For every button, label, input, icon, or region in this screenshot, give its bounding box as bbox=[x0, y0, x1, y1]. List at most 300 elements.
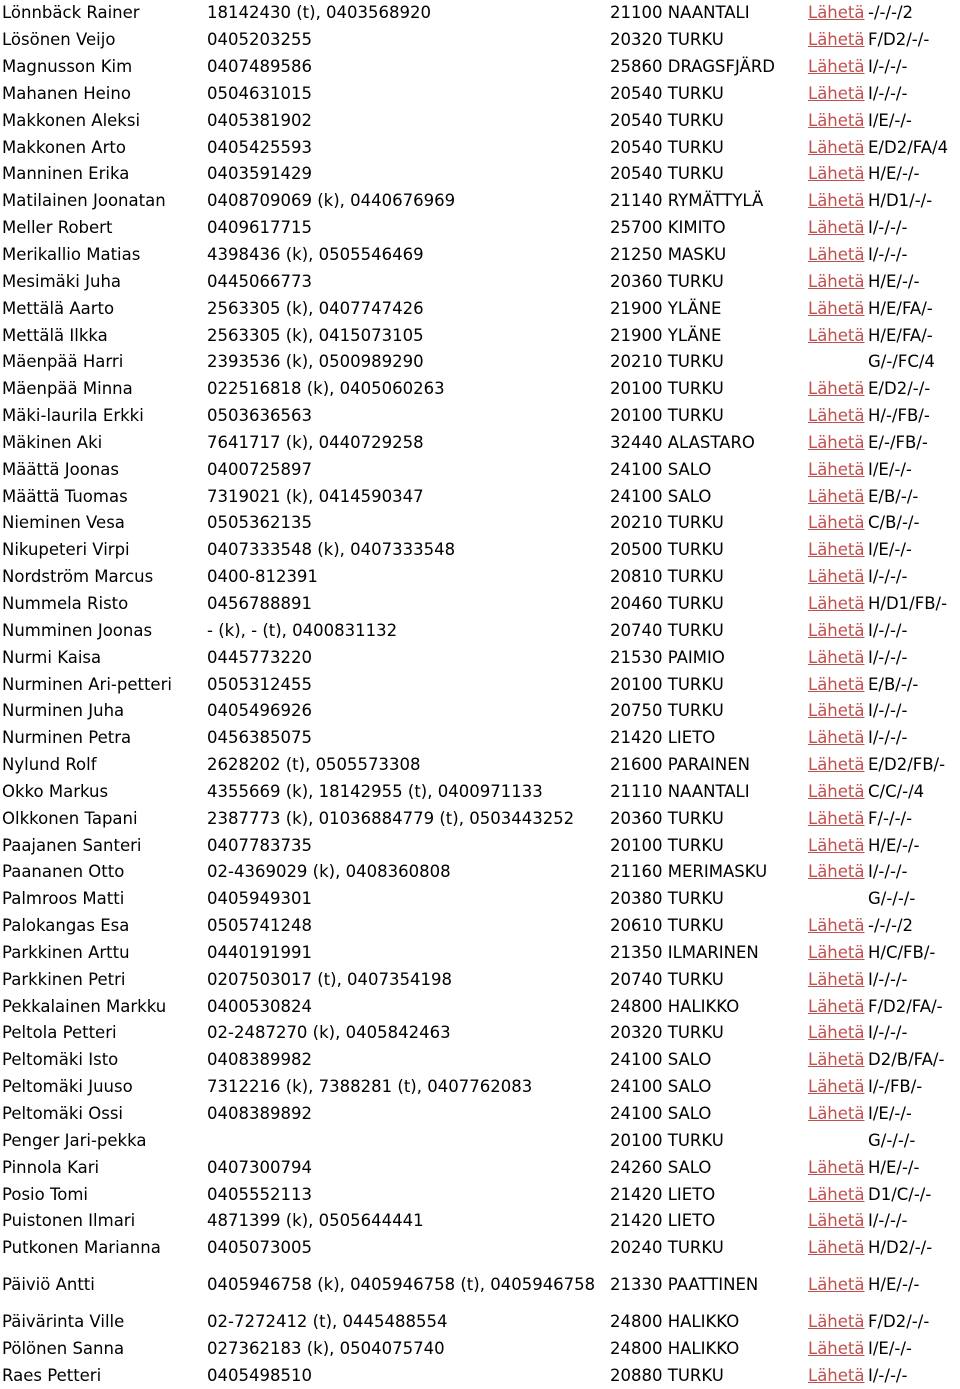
send-link[interactable]: Lähetä bbox=[808, 835, 865, 855]
send-link[interactable]: Lähetä bbox=[808, 83, 865, 103]
member-name: Nieminen Vesa bbox=[2, 513, 125, 533]
member-phone: 0407783735 bbox=[207, 835, 312, 855]
member-row bbox=[0, 1074, 960, 1101]
member-postal-city: 24260 SALO bbox=[610, 1157, 712, 1177]
member-phone: 0405203255 bbox=[207, 30, 312, 50]
member-postal-city: 20540 TURKU bbox=[610, 83, 724, 103]
member-classification: G/-/FC/4 bbox=[868, 352, 935, 372]
member-classification: H/D1/-/- bbox=[868, 191, 933, 211]
send-link[interactable]: Lähetä bbox=[808, 57, 865, 77]
member-postal-city: 20810 TURKU bbox=[610, 567, 724, 587]
member-name: Nordström Marcus bbox=[2, 567, 154, 587]
member-row bbox=[0, 295, 960, 322]
member-classification: H/D1/FB/- bbox=[868, 593, 948, 613]
member-name: Mettälä Aarto bbox=[2, 298, 115, 318]
member-classification: H/E/-/- bbox=[868, 835, 920, 855]
member-postal-city: 20100 TURKU bbox=[610, 406, 724, 426]
member-row bbox=[0, 1154, 960, 1181]
send-link[interactable]: Lähetä bbox=[808, 647, 865, 667]
member-name: Lösönen Veijo bbox=[2, 30, 116, 50]
member-phone: 2387773 (k), 01036884779 (t), 0503443252 bbox=[207, 808, 575, 828]
member-name: Mäkinen Aki bbox=[2, 432, 103, 452]
member-name: Parkkinen Arttu bbox=[2, 942, 130, 962]
member-row bbox=[0, 1262, 960, 1309]
member-postal-city: 21350 ILMARINEN bbox=[610, 942, 759, 962]
member-phone: 0409617715 bbox=[207, 218, 312, 238]
member-phone: 0504631015 bbox=[207, 83, 312, 103]
member-row bbox=[0, 1181, 960, 1208]
member-postal-city: 20100 TURKU bbox=[610, 379, 724, 399]
member-row bbox=[0, 913, 960, 940]
member-classification: F/-/-/- bbox=[868, 808, 913, 828]
member-name: Paananen Otto bbox=[2, 862, 125, 882]
member-classification: H/E/FA/- bbox=[868, 325, 933, 345]
member-name: Pölönen Sanna bbox=[2, 1338, 125, 1358]
member-phone: 0405073005 bbox=[207, 1238, 312, 1258]
send-link[interactable]: Lähetä bbox=[808, 567, 865, 587]
send-link[interactable]: Lähetä bbox=[808, 325, 865, 345]
member-postal-city: 20610 TURKU bbox=[610, 916, 724, 936]
member-classification: H/E/-/- bbox=[868, 1275, 920, 1295]
member-postal-city: 24800 HALIKKO bbox=[610, 1338, 740, 1358]
send-link[interactable]: Lähetä bbox=[808, 1157, 865, 1177]
member-row bbox=[0, 403, 960, 430]
member-classification: I/-/-/- bbox=[868, 620, 908, 640]
member-name: Okko Markus bbox=[2, 781, 109, 801]
member-name: Peltola Petteri bbox=[2, 1023, 117, 1043]
send-link[interactable]: Lähetä bbox=[808, 593, 865, 613]
member-row bbox=[0, 349, 960, 376]
member-classification: G/-/-/- bbox=[868, 889, 916, 909]
member-name: Määttä Tuomas bbox=[2, 486, 128, 506]
send-link[interactable]: Lähetä bbox=[808, 406, 865, 426]
member-classification: H/C/FB/- bbox=[868, 942, 936, 962]
member-phone: 7641717 (k), 0440729258 bbox=[207, 432, 424, 452]
member-phone: 18142430 (t), 0403568920 bbox=[207, 3, 432, 23]
send-link[interactable]: Lähetä bbox=[808, 808, 865, 828]
member-postal-city: 21420 LIETO bbox=[610, 1184, 716, 1204]
member-postal-city: 20210 TURKU bbox=[610, 513, 724, 533]
member-name: Nikupeteri Virpi bbox=[2, 540, 130, 560]
member-name: Paajanen Santeri bbox=[2, 835, 142, 855]
send-link[interactable]: Lähetä bbox=[808, 164, 865, 184]
member-row bbox=[0, 832, 960, 859]
send-link[interactable]: Lähetä bbox=[808, 674, 865, 694]
member-row bbox=[0, 617, 960, 644]
member-row bbox=[0, 778, 960, 805]
member-classification: G/-/-/- bbox=[868, 1130, 916, 1150]
member-name: Peltomäki Juuso bbox=[2, 1077, 133, 1097]
send-link[interactable]: Lähetä bbox=[808, 379, 865, 399]
member-postal-city: 21900 YLÄNE bbox=[610, 298, 722, 318]
member-row bbox=[0, 1208, 960, 1235]
send-link[interactable]: Lähetä bbox=[808, 1184, 865, 1204]
member-name: Makkonen Aleksi bbox=[2, 110, 141, 130]
member-row bbox=[0, 510, 960, 537]
member-phone: 022516818 (k), 0405060263 bbox=[207, 379, 445, 399]
member-phone: 2563305 (k), 0407747426 bbox=[207, 298, 424, 318]
member-postal-city: 25700 KIMITO bbox=[610, 218, 726, 238]
member-phone: 0503636563 bbox=[207, 406, 312, 426]
member-name: Nummela Risto bbox=[2, 593, 129, 613]
member-postal-city: 20740 TURKU bbox=[610, 620, 724, 640]
member-name: Posio Tomi bbox=[2, 1184, 89, 1204]
member-row bbox=[0, 27, 960, 54]
member-name: Pekkalainen Markku bbox=[2, 996, 167, 1016]
member-name: Makkonen Arto bbox=[2, 137, 126, 157]
member-classification: H/E/-/- bbox=[868, 1157, 920, 1177]
member-phone: 0407333548 (k), 0407333548 bbox=[207, 540, 456, 560]
member-phone: 0505312455 bbox=[207, 674, 312, 694]
member-phone: 4871399 (k), 0505644441 bbox=[207, 1211, 424, 1231]
send-link[interactable]: Lähetä bbox=[808, 620, 865, 640]
member-phone: 0405498510 bbox=[207, 1365, 312, 1385]
member-row bbox=[0, 54, 960, 81]
member-row bbox=[0, 805, 960, 832]
member-row bbox=[0, 81, 960, 108]
member-row bbox=[0, 1235, 960, 1262]
member-classification: E/D2/FB/- bbox=[868, 755, 946, 775]
member-postal-city: 20540 TURKU bbox=[610, 137, 724, 157]
member-phone: 0407300794 bbox=[207, 1157, 312, 1177]
member-row bbox=[0, 107, 960, 134]
member-row bbox=[0, 1020, 960, 1047]
member-name: Nurminen Ari-petteri bbox=[2, 674, 172, 694]
member-name: Nurminen Petra bbox=[2, 728, 132, 748]
member-name: Merikallio Matias bbox=[2, 245, 141, 265]
member-postal-city: 20540 TURKU bbox=[610, 164, 724, 184]
member-phone: 0445066773 bbox=[207, 271, 312, 291]
member-phone: 0405949301 bbox=[207, 889, 312, 909]
member-classification: I/-/-/- bbox=[868, 969, 908, 989]
member-postal-city: 21100 NAANTALI bbox=[610, 3, 750, 23]
member-postal-city: 20210 TURKU bbox=[610, 352, 724, 372]
member-classification: E/D2/-/- bbox=[868, 379, 931, 399]
member-postal-city: 21420 LIETO bbox=[610, 1211, 716, 1231]
member-name: Pinnola Kari bbox=[2, 1157, 100, 1177]
member-classification: C/B/-/- bbox=[868, 513, 920, 533]
member-row bbox=[0, 483, 960, 510]
member-name: Meller Robert bbox=[2, 218, 113, 238]
member-row bbox=[0, 376, 960, 403]
send-link[interactable]: Lähetä bbox=[808, 486, 865, 506]
member-postal-city: 21140 RYMÄTTYLÄ bbox=[610, 191, 764, 211]
send-link[interactable]: Lähetä bbox=[808, 755, 865, 775]
member-classification: E/B/-/- bbox=[868, 486, 919, 506]
member-postal-city: 20100 TURKU bbox=[610, 1130, 724, 1150]
member-classification: I/E/-/- bbox=[868, 1104, 912, 1124]
send-link[interactable]: Lähetä bbox=[808, 996, 865, 1016]
send-link[interactable]: Lähetä bbox=[808, 1275, 865, 1295]
member-phone: 0440191991 bbox=[207, 942, 312, 962]
member-postal-city: 24100 SALO bbox=[610, 486, 712, 506]
send-link[interactable]: Lähetä bbox=[808, 459, 865, 479]
send-link[interactable]: Lähetä bbox=[808, 1077, 865, 1097]
member-row bbox=[0, 591, 960, 618]
member-phone: 0445773220 bbox=[207, 647, 312, 667]
member-classification: H/E/-/- bbox=[868, 164, 920, 184]
send-link[interactable]: Lähetä bbox=[808, 1211, 865, 1231]
member-phone: 0456385075 bbox=[207, 728, 312, 748]
member-classification: I/-/-/- bbox=[868, 647, 908, 667]
member-phone: 2563305 (k), 0415073105 bbox=[207, 325, 424, 345]
member-name: Nurmi Kaisa bbox=[2, 647, 102, 667]
member-postal-city: 20750 TURKU bbox=[610, 701, 724, 721]
member-classification: I/E/-/- bbox=[868, 540, 912, 560]
send-link[interactable]: Lähetä bbox=[808, 916, 865, 936]
member-phone: 02-4369029 (k), 0408360808 bbox=[207, 862, 451, 882]
member-postal-city: 24800 HALIKKO bbox=[610, 1312, 740, 1332]
member-phone: 0405946758 (k), 0405946758 (t), 0405946758 bbox=[207, 1275, 596, 1295]
member-phone: 0403591429 bbox=[207, 164, 312, 184]
member-classification: H/E/FA/- bbox=[868, 298, 933, 318]
member-classification: E/D2/FA/4 bbox=[868, 137, 949, 157]
member-row bbox=[0, 188, 960, 215]
member-phone: 0400725897 bbox=[207, 459, 312, 479]
member-postal-city: 21600 PARAINEN bbox=[610, 755, 750, 775]
member-phone: 0408389982 bbox=[207, 1050, 312, 1070]
member-classification: I/-/-/- bbox=[868, 245, 908, 265]
send-link[interactable]: Lähetä bbox=[808, 110, 865, 130]
member-postal-city: 24100 SALO bbox=[610, 459, 712, 479]
member-classification: I/-/-/- bbox=[868, 728, 908, 748]
member-classification: F/D2/-/- bbox=[868, 30, 930, 50]
member-postal-city: 24800 HALIKKO bbox=[610, 996, 740, 1016]
member-name: Mäenpää Harri bbox=[2, 352, 124, 372]
member-classification: I/E/-/- bbox=[868, 110, 912, 130]
send-link[interactable]: Lähetä bbox=[808, 942, 865, 962]
send-link[interactable]: Lähetä bbox=[808, 1338, 865, 1358]
send-link[interactable]: Lähetä bbox=[808, 218, 865, 238]
member-row bbox=[0, 564, 960, 591]
send-link[interactable]: Lähetä bbox=[808, 3, 865, 23]
member-name: Manninen Erika bbox=[2, 164, 130, 184]
member-phone: 4398436 (k), 0505546469 bbox=[207, 245, 424, 265]
member-classification: I/-/-/- bbox=[868, 218, 908, 238]
member-postal-city: 21530 PAIMIO bbox=[610, 647, 725, 667]
send-link[interactable]: Lähetä bbox=[808, 1023, 865, 1043]
member-phone: 0405496926 bbox=[207, 701, 312, 721]
member-phone: 2628202 (t), 0505573308 bbox=[207, 755, 421, 775]
member-classification: I/-/-/- bbox=[868, 1211, 908, 1231]
member-postal-city: 20380 TURKU bbox=[610, 889, 724, 909]
member-name: Määttä Joonas bbox=[2, 459, 119, 479]
member-row bbox=[0, 940, 960, 967]
member-postal-city: 20740 TURKU bbox=[610, 969, 724, 989]
member-postal-city: 21160 MERIMASKU bbox=[610, 862, 768, 882]
member-row bbox=[0, 430, 960, 457]
member-name: Mahanen Heino bbox=[2, 83, 131, 103]
member-phone: 0407489586 bbox=[207, 57, 312, 77]
member-row bbox=[0, 886, 960, 913]
member-postal-city: 24100 SALO bbox=[610, 1050, 712, 1070]
send-link[interactable]: Lähetä bbox=[808, 969, 865, 989]
member-phone: 027362183 (k), 0504075740 bbox=[207, 1338, 445, 1358]
member-name: Mäki-laurila Erkki bbox=[2, 406, 144, 426]
member-postal-city: 32440 ALASTARO bbox=[610, 432, 755, 452]
member-phone: 0400530824 bbox=[207, 996, 312, 1016]
member-phone: 0405425593 bbox=[207, 137, 312, 157]
member-phone: 02-7272412 (t), 0445488554 bbox=[207, 1312, 448, 1332]
member-classification: H/D2/-/- bbox=[868, 1238, 933, 1258]
member-name: Olkkonen Tapani bbox=[2, 808, 138, 828]
member-classification: E/-/FB/- bbox=[868, 432, 928, 452]
member-phone: 0505362135 bbox=[207, 513, 312, 533]
send-link[interactable]: Lähetä bbox=[808, 513, 865, 533]
member-phone: 0505741248 bbox=[207, 916, 312, 936]
member-name: Numminen Joonas bbox=[2, 620, 153, 640]
member-row bbox=[0, 752, 960, 779]
member-row bbox=[0, 859, 960, 886]
member-row bbox=[0, 1047, 960, 1074]
member-classification: I/E/-/- bbox=[868, 1338, 912, 1358]
member-classification: H/-/FB/- bbox=[868, 406, 930, 426]
send-link[interactable]: Lähetä bbox=[808, 540, 865, 560]
member-phone: 0400-812391 bbox=[207, 567, 318, 587]
member-postal-city: 21420 LIETO bbox=[610, 728, 716, 748]
member-row bbox=[0, 1309, 960, 1336]
member-classification: H/E/-/- bbox=[868, 271, 920, 291]
member-row bbox=[0, 537, 960, 564]
member-row bbox=[0, 456, 960, 483]
member-postal-city: 24100 SALO bbox=[610, 1077, 712, 1097]
member-name: Mesimäki Juha bbox=[2, 271, 122, 291]
member-row bbox=[0, 242, 960, 269]
send-link[interactable]: Lähetä bbox=[808, 1312, 865, 1332]
member-row bbox=[0, 0, 960, 27]
member-name: Peltomäki Ossi bbox=[2, 1104, 123, 1124]
member-name: Peltomäki Isto bbox=[2, 1050, 119, 1070]
member-name: Puistonen Ilmari bbox=[2, 1211, 136, 1231]
member-postal-city: 25860 DRAGSFJÄRD bbox=[610, 57, 776, 77]
member-name: Päivärinta Ville bbox=[2, 1312, 125, 1332]
member-postal-city: 20880 TURKU bbox=[610, 1365, 724, 1385]
member-phone: 0456788891 bbox=[207, 593, 312, 613]
member-row bbox=[0, 1336, 960, 1363]
member-row bbox=[0, 134, 960, 161]
member-classification: I/-/-/- bbox=[868, 567, 908, 587]
member-name: Matilainen Joonatan bbox=[2, 191, 166, 211]
send-link[interactable]: Lähetä bbox=[808, 1050, 865, 1070]
member-name: Nylund Rolf bbox=[2, 755, 97, 775]
send-link[interactable]: Lähetä bbox=[808, 30, 865, 50]
member-classification: I/-/-/- bbox=[868, 57, 908, 77]
member-postal-city: 20100 TURKU bbox=[610, 835, 724, 855]
member-classification: F/D2/-/- bbox=[868, 1312, 930, 1332]
send-link[interactable]: Lähetä bbox=[808, 245, 865, 265]
member-phone: 0408389892 bbox=[207, 1104, 312, 1124]
member-name: Palokangas Esa bbox=[2, 916, 130, 936]
member-postal-city: 20320 TURKU bbox=[610, 1023, 724, 1043]
member-name: Mäenpää Minna bbox=[2, 379, 133, 399]
member-postal-city: 21250 MASKU bbox=[610, 245, 727, 265]
member-name: Mettälä Ilkka bbox=[2, 325, 108, 345]
member-row bbox=[0, 1101, 960, 1128]
send-link[interactable]: Lähetä bbox=[808, 1365, 865, 1385]
member-postal-city: 21900 YLÄNE bbox=[610, 325, 722, 345]
member-name: Nurminen Juha bbox=[2, 701, 125, 721]
member-classification: I/-/-/- bbox=[868, 701, 908, 721]
member-name: Parkkinen Petri bbox=[2, 969, 126, 989]
member-phone: - (k), - (t), 0400831132 bbox=[207, 620, 398, 640]
member-postal-city: 20240 TURKU bbox=[610, 1238, 724, 1258]
member-row bbox=[0, 1127, 960, 1154]
member-classification: E/B/-/- bbox=[868, 674, 919, 694]
member-row bbox=[0, 966, 960, 993]
member-classification: D1/C/-/- bbox=[868, 1184, 932, 1204]
member-phone: 0207503017 (t), 0407354198 bbox=[207, 969, 453, 989]
member-row bbox=[0, 161, 960, 188]
member-row bbox=[0, 1362, 960, 1389]
member-postal-city: 20500 TURKU bbox=[610, 540, 724, 560]
member-phone: 4355669 (k), 18142955 (t), 0400971133 bbox=[207, 781, 543, 801]
member-classification: I/-/-/- bbox=[868, 1023, 908, 1043]
member-phone: 0408709069 (k), 0440676969 bbox=[207, 191, 456, 211]
send-link[interactable]: Lähetä bbox=[808, 298, 865, 318]
member-row bbox=[0, 698, 960, 725]
member-phone: 7312216 (k), 7388281 (t), 0407762083 bbox=[207, 1077, 533, 1097]
send-link[interactable]: Lähetä bbox=[808, 432, 865, 452]
member-phone: 0405381902 bbox=[207, 110, 312, 130]
send-link[interactable]: Lähetä bbox=[808, 862, 865, 882]
member-postal-city: 21110 NAANTALI bbox=[610, 781, 750, 801]
member-postal-city: 20360 TURKU bbox=[610, 808, 724, 828]
member-classification: I/-/FB/- bbox=[868, 1077, 923, 1097]
send-link[interactable]: Lähetä bbox=[808, 781, 865, 801]
send-link[interactable]: Lähetä bbox=[808, 271, 865, 291]
member-row bbox=[0, 268, 960, 295]
member-row bbox=[0, 725, 960, 752]
member-name: Magnusson Kim bbox=[2, 57, 133, 77]
member-classification: C/C/-/4 bbox=[868, 781, 925, 801]
member-row bbox=[0, 322, 960, 349]
member-name: Lönnbäck Rainer bbox=[2, 3, 140, 23]
member-row bbox=[0, 644, 960, 671]
member-postal-city: 20460 TURKU bbox=[610, 593, 724, 613]
member-name: Päiviö Antti bbox=[2, 1275, 95, 1295]
member-postal-city: 20320 TURKU bbox=[610, 30, 724, 50]
member-classification: D2/B/FA/- bbox=[868, 1050, 945, 1070]
member-phone: 7319021 (k), 0414590347 bbox=[207, 486, 424, 506]
member-classification: I/-/-/- bbox=[868, 1365, 908, 1385]
member-row bbox=[0, 671, 960, 698]
member-phone: 02-2487270 (k), 0405842463 bbox=[207, 1023, 451, 1043]
send-link[interactable]: Lähetä bbox=[808, 137, 865, 157]
member-postal-city: 20540 TURKU bbox=[610, 110, 724, 130]
member-name: Penger Jari-pekka bbox=[2, 1130, 147, 1150]
member-postal-city: 20360 TURKU bbox=[610, 271, 724, 291]
member-postal-city: 20100 TURKU bbox=[610, 674, 724, 694]
member-classification: -/-/-/2 bbox=[868, 3, 914, 23]
send-link[interactable]: Lähetä bbox=[808, 1104, 865, 1124]
send-link[interactable]: Lähetä bbox=[808, 701, 865, 721]
send-link[interactable]: Lähetä bbox=[808, 191, 865, 211]
member-row bbox=[0, 215, 960, 242]
member-classification: -/-/-/2 bbox=[868, 916, 914, 936]
member-classification: I/-/-/- bbox=[868, 83, 908, 103]
member-name: Palmroos Matti bbox=[2, 889, 125, 909]
send-link[interactable]: Lähetä bbox=[808, 1238, 865, 1258]
send-link[interactable]: Lähetä bbox=[808, 728, 865, 748]
member-classification: F/D2/FA/- bbox=[868, 996, 943, 1016]
member-classification: I/E/-/- bbox=[868, 459, 912, 479]
member-postal-city: 21330 PAATTINEN bbox=[610, 1275, 759, 1295]
member-name: Raes Petteri bbox=[2, 1365, 102, 1385]
member-name: Putkonen Marianna bbox=[2, 1238, 161, 1258]
member-classification: I/-/-/- bbox=[868, 862, 908, 882]
member-phone: 2393536 (k), 0500989290 bbox=[207, 352, 424, 372]
member-row bbox=[0, 993, 960, 1020]
